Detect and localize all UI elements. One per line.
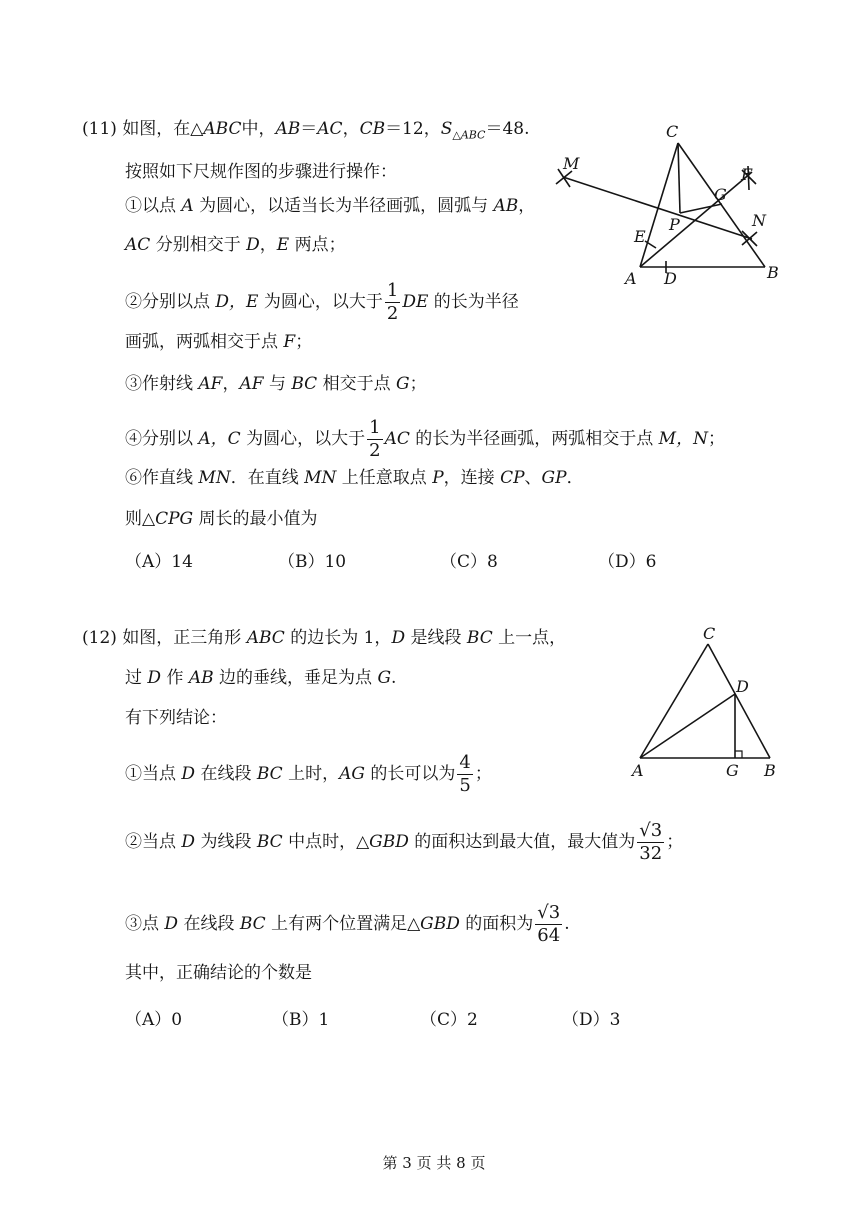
q11-step3-text: 与: [263, 374, 292, 394]
q11-step1-text: ①以点: [125, 196, 182, 216]
q12-c3-text: 的面积为: [459, 914, 534, 934]
q12-stem-text: .: [391, 668, 397, 688]
q12-intro: 有下列结论：: [125, 708, 227, 728]
page-footer: 第 3 页 共 8 页: [382, 1154, 486, 1172]
q12-side-cb: [708, 644, 770, 758]
q12-stem-text: 上一点，: [492, 628, 567, 648]
q11-comma: ，: [342, 119, 360, 139]
q11-step4-text: 为圆心，以大于: [240, 429, 366, 449]
q12-c3-text: 在线段: [178, 914, 240, 934]
q12-option-d[interactable]: （D）3: [562, 1010, 621, 1030]
q12-triangle-name: ABC: [246, 628, 285, 648]
q12-label-g: G: [726, 761, 739, 780]
q11-option-c[interactable]: （C）8: [440, 552, 498, 572]
q11-label-f: F: [741, 165, 753, 184]
q11-segment-ab: AB: [493, 196, 519, 216]
q12-c3-text: .: [564, 914, 570, 934]
q12-ask: 其中，正确结论的个数是: [125, 963, 312, 983]
q11-point-p: P: [432, 468, 444, 488]
q12-label-c: C: [703, 624, 716, 643]
q11-stem-text: 中，: [241, 119, 276, 139]
q11-point-e: E: [276, 235, 290, 255]
q11-step4-text: ；: [707, 429, 725, 449]
q11-stem-text: 如图，在△: [122, 119, 204, 139]
q11-step4-text: 的长为半径画弧，两弧相交于点: [409, 429, 659, 449]
q11-step2-text: ②分别以点: [125, 292, 216, 312]
fraction-numerator: √3: [639, 820, 663, 841]
q11-label-m: M: [563, 154, 580, 173]
q11-segment-cp: [678, 143, 680, 213]
q12-figure: [0, 620, 868, 800]
q12-c3-text: 上有两个位置满足△: [265, 914, 421, 934]
fraction-numerator: 1: [386, 280, 399, 301]
q11-points-m-n: M，N: [658, 429, 708, 449]
q11-comma: ，: [518, 196, 536, 216]
q11-segment-cp: CP: [500, 468, 525, 488]
q11-option-b[interactable]: （B）10: [278, 552, 347, 572]
q11-ask-text: 周长的最小值为: [193, 509, 318, 529]
q11-point-f: F: [283, 332, 296, 352]
q11-segment-ab: AB: [275, 119, 301, 139]
q11-step2-text: 为圆心，以大于: [258, 292, 383, 312]
q11-area-symbol: S: [440, 119, 453, 139]
q12-point-g: G: [377, 668, 392, 688]
q11-step5-text: ．在直线: [230, 468, 305, 488]
fraction-denominator: 64: [537, 925, 561, 946]
q12-option-b[interactable]: （B）1: [272, 1010, 330, 1030]
q11-point-d: D: [246, 235, 260, 255]
q11-label-g: G: [714, 185, 727, 204]
q12-label-a: A: [632, 761, 644, 780]
q11-triangle-cpg: CPG: [155, 509, 194, 529]
q12-c2-text: 为线段: [195, 832, 257, 852]
q11-segment-ac: AC: [317, 119, 343, 139]
q11-ray-af: AF: [239, 374, 264, 394]
q12-c2-text: 中点时，△: [282, 832, 370, 852]
q11-step5-text: 、: [524, 468, 542, 488]
q11-label-d: D: [664, 269, 677, 288]
q11-area-subscript: △ABC: [452, 128, 486, 142]
q11-comma: ，: [259, 235, 277, 255]
q12-point-d: D: [181, 832, 196, 852]
fraction-numerator: 4: [459, 752, 471, 773]
q11-number: (11): [82, 119, 117, 139]
q11-line-mn: MN: [198, 468, 231, 488]
q11-ray-af: [640, 172, 752, 267]
q11-label-n: N: [752, 211, 766, 230]
q11-step5-text: ．: [566, 468, 584, 488]
q11-step5-text: 上任意取点: [336, 468, 433, 488]
q12-stem-text: 过: [125, 668, 148, 688]
q11-label-a: A: [625, 269, 637, 288]
q11-option-d[interactable]: （D）6: [598, 552, 657, 572]
q11-step2-text: 的长为半径: [428, 292, 519, 312]
q11-side-cb: [678, 143, 765, 267]
q12-conclusion-3: [125, 904, 570, 945]
q11-step5-text: ⑥作直线: [125, 468, 199, 488]
fraction-denominator: 5: [459, 775, 471, 796]
q12-side-ca: [640, 644, 708, 758]
q11-intro: 按照如下尺规作图的步骤进行操作：: [125, 162, 397, 182]
q11-area-value: ＝48.: [485, 119, 530, 139]
q12-c1-text: 在线段: [195, 764, 257, 784]
q12-label-d: D: [736, 677, 749, 696]
q11-point-a: A: [181, 196, 194, 216]
q12-c2-text: 的面积达到最大值，最大值为: [408, 832, 636, 852]
q12-right-angle-mark: [735, 751, 742, 758]
q12-c3-text: ③点: [125, 914, 165, 934]
fraction-denominator: 2: [386, 303, 399, 324]
q12-c1-text: 的长可以为: [364, 764, 456, 784]
q12-stem-text: 是线段: [405, 628, 467, 648]
q11-ray-af: AF: [198, 374, 223, 394]
q12-c1-text: ；: [474, 764, 492, 784]
q12-segment-bc: BC: [256, 764, 283, 784]
q12-label-b: B: [764, 761, 776, 780]
q11-label-p: P: [669, 215, 680, 234]
fraction-numerator: √3: [537, 902, 561, 923]
q11-triangle-name: ABC: [203, 119, 242, 139]
q12-fraction-root3-over-32: [637, 822, 664, 863]
q11-option-a[interactable]: （A）14: [125, 552, 193, 572]
q12-c1-text: ①当点: [125, 764, 182, 784]
q11-points-d-e: D，E: [215, 292, 259, 312]
q11-segment-bc: BC: [291, 374, 318, 394]
q12-point-d: D: [181, 764, 196, 784]
q11-step4-text: ④分别以: [125, 429, 199, 449]
q12-fraction-root3-over-64: [535, 904, 562, 945]
q12-segment-bc: BC: [256, 832, 283, 852]
q11-step1-text: 分别相交于: [150, 235, 247, 255]
q12-segment-ab: AB: [188, 668, 214, 688]
q11-step3-text: 相交于点: [317, 374, 397, 394]
q11-label-c: C: [666, 122, 679, 141]
q11-segment-gp: [680, 204, 722, 213]
q12-point-d: D: [164, 914, 179, 934]
q12-c2-text: ；: [666, 832, 684, 852]
q12-point-d: D: [147, 668, 162, 688]
q11-cb-value: ＝12，: [385, 119, 441, 139]
q11-step2-text: 画弧，两弧相交于点: [125, 332, 284, 352]
q11-step1-text: 为圆心，以适当长为半径画弧，圆弧与: [193, 196, 494, 216]
q11-ask-text: 则△: [125, 509, 156, 529]
q11-equals: ＝: [300, 119, 318, 139]
q12-segment-ad: [640, 694, 735, 758]
q11-label-e: E: [634, 227, 646, 246]
q12-point-d: D: [391, 628, 406, 648]
q11-label-b: B: [767, 263, 779, 282]
q11-step3-text: ③作射线: [125, 374, 199, 394]
q12-stem-text: 边的垂线，垂足为点: [213, 668, 378, 688]
q11-segment-ac: AC: [384, 429, 410, 449]
q12-segment-bc: BC: [466, 628, 493, 648]
q11-points-a-c: A，C: [198, 429, 241, 449]
q12-stem-text: 的边长为 1，: [284, 628, 392, 648]
q12-option-c[interactable]: （C）2: [420, 1010, 478, 1030]
q11-figure: [0, 0, 868, 600]
q12-segment-ag: AG: [339, 764, 365, 784]
q11-step2-text: ；: [295, 332, 313, 352]
q11-segment-gp: GP: [541, 468, 567, 488]
fraction-denominator: 2: [369, 440, 381, 461]
q12-triangle-gbd: GBD: [369, 832, 409, 852]
q12-c2-text: ②当点: [125, 832, 182, 852]
q12-number: (12): [82, 628, 117, 648]
q11-segment-de: DE: [402, 292, 429, 312]
q12-stem-text: 如图，正三角形: [122, 628, 247, 648]
q11-step3-text: ；: [409, 374, 427, 394]
q11-step1-text: 两点；: [289, 235, 346, 255]
q12-segment-bc: BC: [239, 914, 266, 934]
q11-comma: ，: [222, 374, 240, 394]
q11-segment-cb: CB: [359, 119, 386, 139]
fraction-denominator: 32: [639, 843, 663, 864]
fraction-numerator: 1: [369, 417, 381, 438]
q11-side-ca: [640, 143, 678, 267]
q11-point-g: G: [396, 374, 410, 394]
q11-step5-text: ，连接: [443, 468, 501, 488]
q12-option-a[interactable]: （A）0: [125, 1010, 183, 1030]
q11-segment-ac: AC: [125, 235, 151, 255]
q12-triangle-gbd: GBD: [420, 914, 460, 934]
q12-c1-text: 上时，: [282, 764, 340, 784]
q12-stem-text: 作: [161, 668, 189, 688]
q12-conclusion-2: [125, 822, 683, 863]
q11-line-mn: MN: [304, 468, 337, 488]
